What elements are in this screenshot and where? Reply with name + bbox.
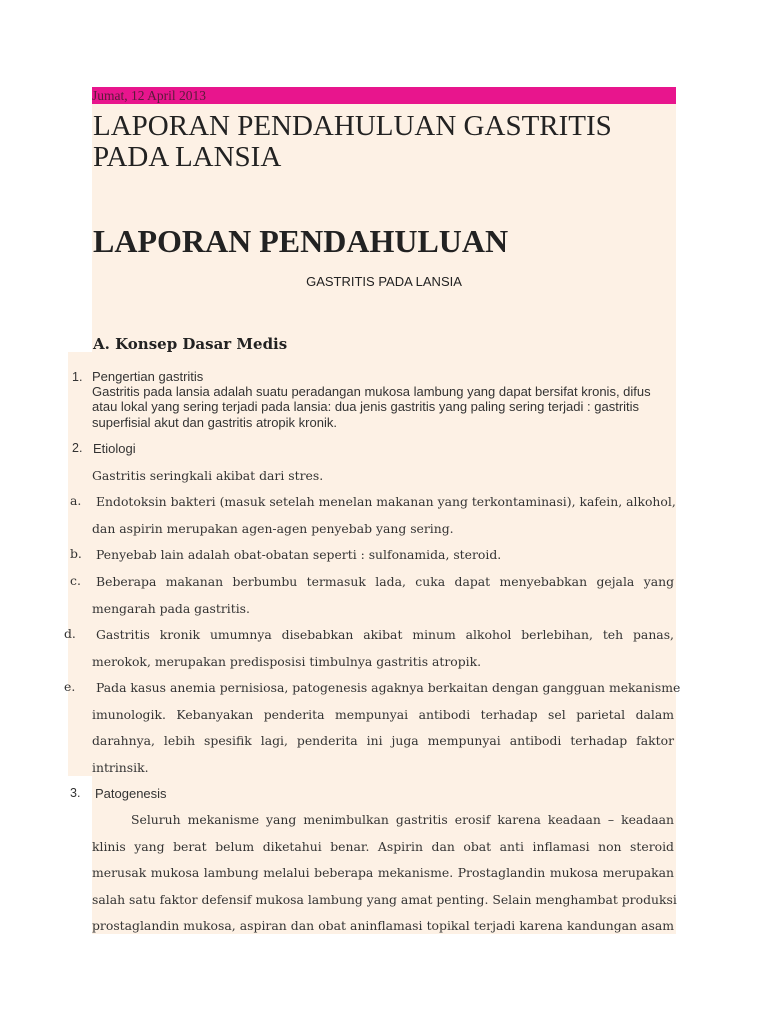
etiology-c-line1: Beberapa makanan berbumbu termasuk lada, cuka dapat menyebabkan gejala yang <box>96 574 674 589</box>
list-marker-d: d. <box>64 626 76 641</box>
list-marker-a: a. <box>70 493 82 508</box>
list-marker-2: 2. <box>72 441 83 455</box>
etiology-b-line1: Penyebab lain adalah obat-obatan seperti : sulfonamida, steroid. <box>96 547 502 562</box>
etiology-e-line2: imunologik. Kebanyakan penderita mempunyai antibodi terhadap sel parietal dalam <box>92 707 674 722</box>
etiology-intro: Gastritis seringkali akibat dari stres. <box>92 468 324 483</box>
list-marker-1: 1. <box>72 370 83 384</box>
section-heading-a: A. Konsep Dasar Medis <box>93 335 288 353</box>
pathogenesis-line5: prostaglandin mukosa, aspiran dan obat aninflamasi topikal terjadi karena kandungan asam <box>92 918 674 933</box>
etiology-c-line2: mengarah pada gastritis. <box>92 601 250 616</box>
etiology-a-line2: dan aspirin merupakan agen-agen penyebab yang sering. <box>92 521 454 536</box>
item-title-pathogenesis: Patogenesis <box>95 786 167 801</box>
etiology-e-line4: intrinsik. <box>92 760 149 775</box>
list-item-definition <box>92 369 676 430</box>
pathogenesis-line3: merusak mukosa lambung melalui beberapa mekanisme. Prostaglandin mukosa merupakan <box>92 865 674 880</box>
post-date: Jumat, 12 April 2013 <box>92 88 206 103</box>
etiology-d-line2: merokok, merupakan predisposisi timbulnya gastritis atropik. <box>92 654 482 669</box>
list-marker-b: b. <box>70 546 82 561</box>
etiology-a-line1: Endotoksin bakteri (masuk setelah menelan makanan yang terkontaminasi), kafein, alkohol, <box>96 494 676 509</box>
list-marker-e: e. <box>64 679 76 694</box>
item-title-etiology: Etiologi <box>93 441 136 456</box>
document-subheading: GASTRITIS PADA LANSIA <box>306 274 462 289</box>
document-heading: LAPORAN PENDAHULUAN <box>93 223 509 259</box>
pathogenesis-line1: Seluruh mekanisme yang menimbulkan gastritis erosif karena keadaan – keadaan <box>131 812 674 827</box>
etiology-e-line1: Pada kasus anemia pernisiosa, patogenesis agaknya berkaitan dengan gangguan mekanisme <box>96 680 681 695</box>
list-marker-3: 3. <box>70 786 81 800</box>
item-text-definition: Gastritis pada lansia adalah suatu peradangan mukosa lambung yang dapat bersifat kronis, difus atau lokal yang sering terjadi pada lansia: dua jenis gastritis yang paling sering terjadi : gastritis superfisial akut dan gastritis atropik kronik. <box>92 384 651 430</box>
post-date-bar <box>92 87 676 104</box>
post-title[interactable]: LAPORAN PENDAHULUAN GASTRITIS PADA LANSIA <box>93 110 612 173</box>
list-marker-c: c. <box>70 573 81 588</box>
pathogenesis-line4: salah satu faktor defensif mukosa lambung yang amat penting. Selain menghambat produksi <box>92 892 677 907</box>
pathogenesis-line2: klinis yang berat belum diketahui benar. Aspirin dan obat anti inflamasi non steroid <box>92 839 674 854</box>
item-title-definition: Pengertian gastritis <box>92 369 204 384</box>
etiology-d-line1: Gastritis kronik umumnya disebabkan akibat minum alkohol berlebihan, teh panas, <box>96 627 674 642</box>
etiology-e-line3: darahnya, lebih spesifik lagi, penderita ini juga mempunyai antibodi terhadap faktor <box>92 733 674 748</box>
